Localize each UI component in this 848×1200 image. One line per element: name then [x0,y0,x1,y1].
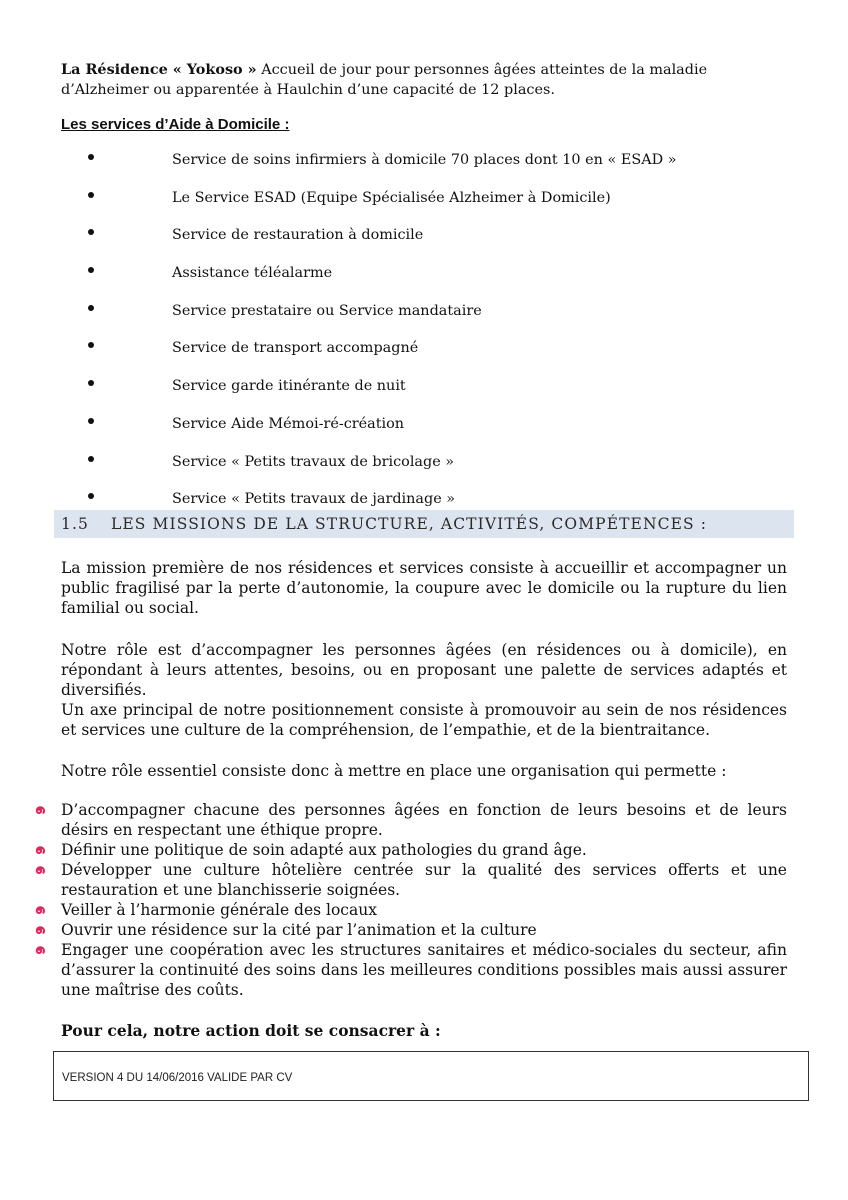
bullet-icon [88,493,94,499]
mission-text: D’accompagner chacune des personnes âgées en fonction de leurs besoins et de leurs désirs en respectant une éthique propre. [61,801,787,839]
section-number: 1.5 [61,515,89,533]
paragraph-organisation: Notre rôle essentiel consiste donc à mettre en place une organisation qui permette : [61,762,727,780]
intro-residence-name: La Résidence « Yokoso » [61,61,257,78]
bullet-icon [88,418,94,424]
paragraph-role: Notre rôle est d’accompagner les personnes âgées (en résidences ou à domicile), en répondant à leurs attentes, besoins, ou en proposant une palette de services adaptés et diversifiés. [61,641,787,699]
mission-item [0,860,787,900]
swirl-bullet-icon [33,863,47,877]
mission-text: Définir une politique de soin adapté aux pathologies du grand âge. [61,841,587,859]
service-label: Service « Petits travaux de jardinage » [172,491,456,508]
service-label: Service de restauration à domicile [172,227,424,244]
paragraph-axis: Un axe principal de notre positionnement consiste à promouvoir au sein de nos résidences et services une culture de la compréhension, de l’empathie, et de la bientraitance. [61,701,787,739]
service-item [0,263,848,301]
footer-box [53,1051,809,1101]
version-label: VERSION 4 DU 14/06/2016 VALIDE PAR CV [62,1072,293,1084]
service-item [0,452,848,490]
mission-item [0,920,787,940]
service-label: Service de transport accompagné [172,340,419,357]
service-item [0,376,848,414]
mission-text: Veiller à l’harmonie générale des locaux [61,901,377,919]
service-item [0,414,848,452]
bullet-icon [88,342,94,348]
swirl-bullet-icon [33,923,47,937]
section-heading [54,510,794,538]
swirl-bullet-icon [33,803,47,817]
mission-item [0,840,787,860]
service-label: Service Aide Mémoi-ré-création [172,415,405,432]
service-item [0,225,848,263]
mission-item [0,800,787,840]
bullet-icon [88,456,94,462]
mission-item [0,940,787,1000]
bullet-icon [88,305,94,311]
mission-text: Engager une coopération avec les structures sanitaires et médico-sociales du secteur, afin d’assurer la continuité des soins dans les meilleures conditions possibles mais aussi assurer une maîtrise des coûts. [61,941,787,999]
swirl-bullet-icon [33,843,47,857]
paragraph-mission: La mission première de nos résidences et services consiste à accueillir et accompagner un public fragilisé par la perte d’autonomie, la coupure avec le domicile ou la rupture du lien familial ou social. [61,559,787,617]
bullet-icon [88,229,94,235]
missions-list [0,800,848,1000]
service-label: Assistance téléalarme [172,265,333,282]
service-label: Le Service ESAD (Equipe Spécialisée Alzheimer à Domicile) [172,189,611,206]
service-label: Service garde itinérante de nuit [172,378,406,395]
mission-item [0,900,787,920]
service-item [0,301,848,339]
section-title: LES MISSIONS DE LA STRUCTURE, ACTIVITÉS, COMPÉTENCES : [111,515,708,533]
swirl-bullet-icon [33,903,47,917]
intro-paragraph [61,60,791,100]
bullet-icon [88,267,94,273]
service-item [0,338,848,376]
mission-text: Développer une culture hôtelière centrée sur la qualité des services offerts et une restauration et une blanchisserie soignées. [61,861,787,899]
swirl-bullet-icon [33,943,47,957]
bullet-icon [88,154,94,160]
service-item [0,188,848,226]
conclusion-text: Pour cela, notre action doit se consacrer à : [61,1021,441,1040]
service-label: Service de soins infirmiers à domicile 70 places dont 10 en « ESAD » [172,152,677,168]
bullet-icon [88,380,94,386]
mission-text: Ouvrir une résidence sur la cité par l’animation et la culture [61,921,537,939]
bullet-icon [88,192,94,198]
services-list [0,150,848,527]
intro-text: Accueil de jour pour personnes âgées atteintes de la maladie d’Alzheimer ou apparentée à Haulchin d’une capacité de 12 places. [61,62,708,98]
service-label: Service prestataire ou Service mandataire [172,302,482,319]
service-label: Service « Petits travaux de bricolage » [172,453,455,470]
service-item [0,150,848,188]
services-heading: Les services d’Aide à Domicile : [61,116,290,133]
